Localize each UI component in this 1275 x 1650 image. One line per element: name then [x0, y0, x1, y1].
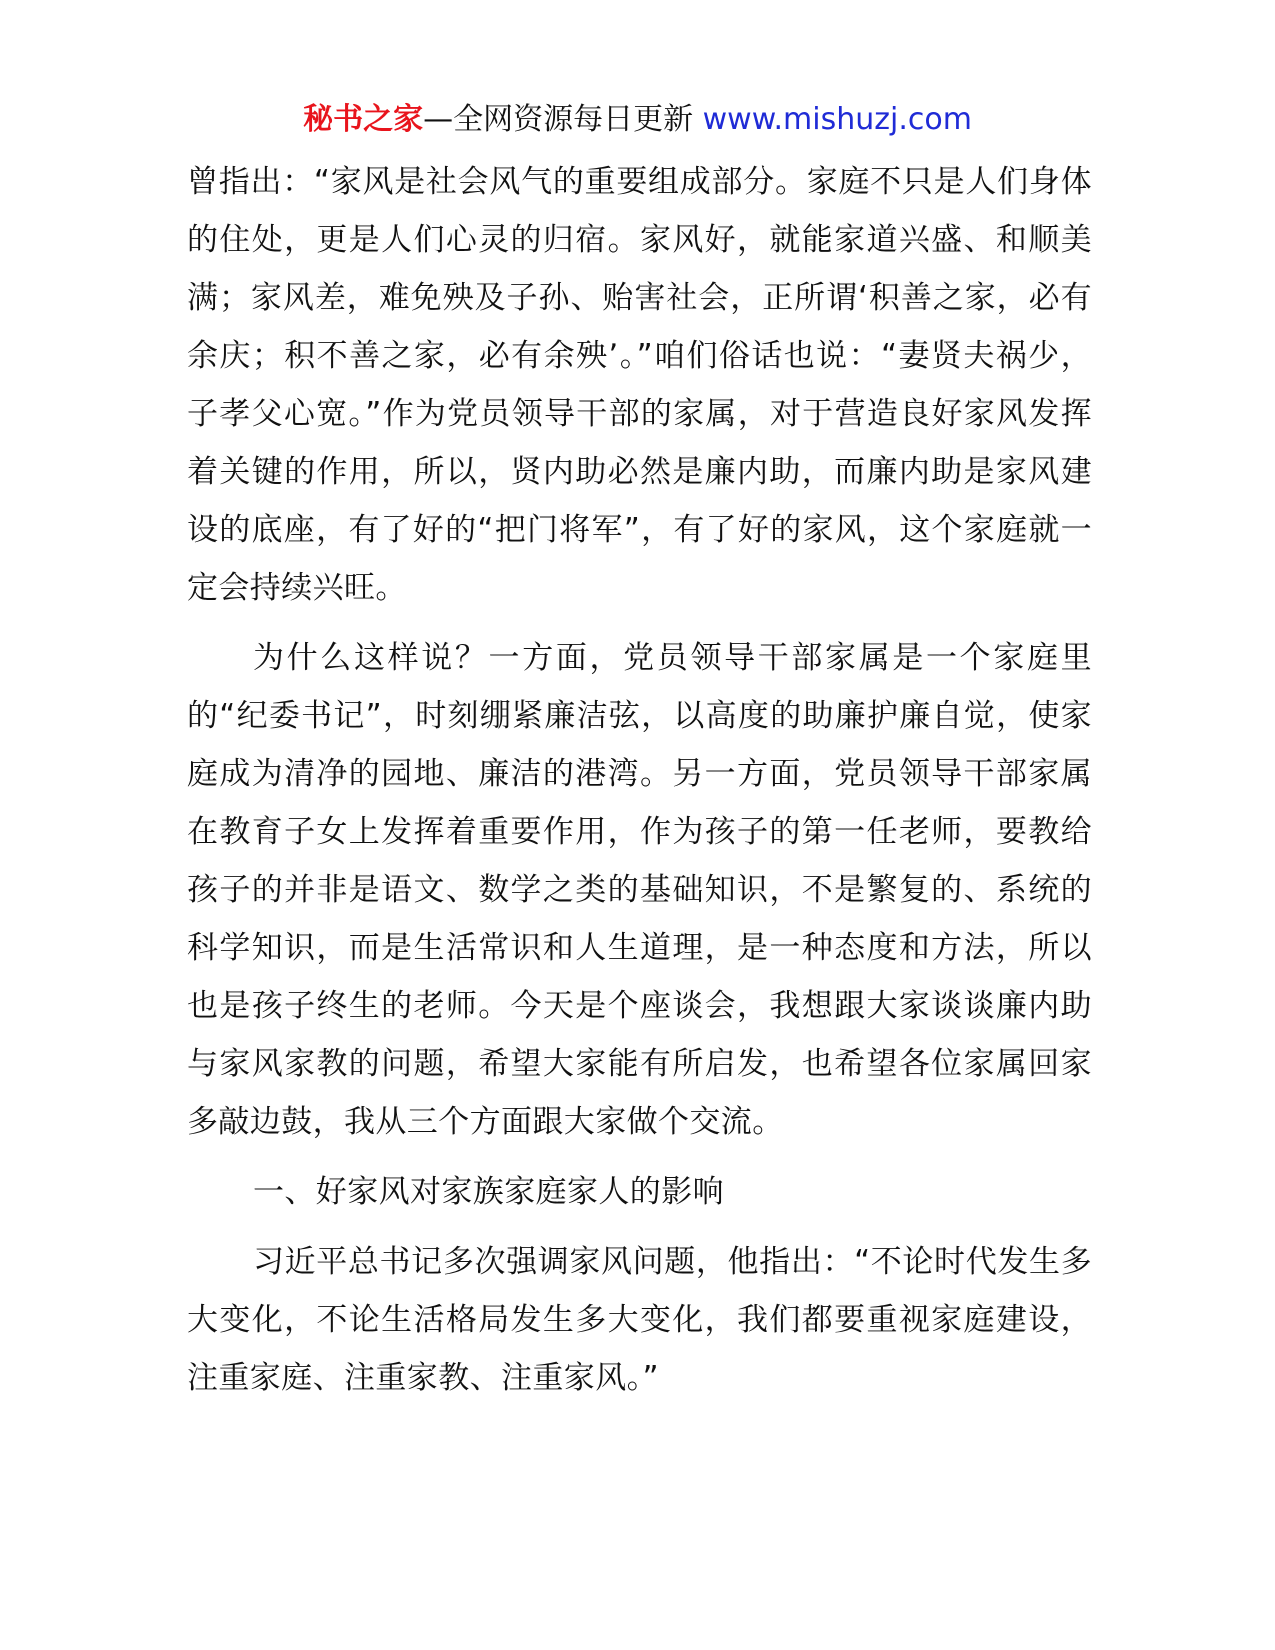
paragraph: 为什么这样说？一方面，党员领导干部家属是一个家庭里的“纪委书记”，时刻绷紧廉洁弦，以高度的助廉护廉自觉，使家庭成为清净的园地、廉洁的港湾。另一方面，党员领导干部家属在教育子女上发挥着重要作用，作为孩子的第一任老师，要教给孩子的并非是语文、数学之类的基础知识，不是繁复的、系统的科学知识，而是生活常识和人生道理，是一种态度和方法，所以也是孩子终生的老师。今天是个座谈会，我想跟大家谈谈廉内助与家风家教的问题，希望大家能有所启发，也希望各位家属回家多敲边鼓，我从三个方面跟大家做个交流。	[187, 640, 1092, 1140]
site-url: www.mishuzj.com	[702, 102, 972, 137]
paragraph: 习近平总书记多次强调家风问题，他指出：“不论时代发生多大变化，不论生活格局发生多大变化，我们都要重视家庭建设，注重家庭、注重家教、注重家风。”	[187, 1244, 1092, 1396]
brand-name: 秘书之家	[303, 102, 424, 137]
section-heading: 一、好家风对家族家庭家人的影响	[253, 1174, 724, 1210]
document-body	[187, 153, 1092, 1407]
page-header	[0, 100, 1275, 140]
paragraph-continuation: 曾指出：“家风是社会风气的重要组成部分。家庭不只是人们身体的住处，更是人们心灵的归宿。家风好，就能家道兴盛、和顺美满；家风差，难免殃及子孙、贻害社会，正所谓‘积善之家，必有余庆；积不善之家，必有余殃’。”咱们俗话也说：“妻贤夫祸少，子孝父心宽。”作为党员领导干部的家属，对于营造良好家风发挥着关键的作用，所以，贤内助必然是廉内助，而廉内助是家风建设的底座，有了好的“把门将军”，有了好的家风，这个家庭就一定会持续兴旺。	[187, 164, 1092, 606]
header-tagline: —全网资源每日更新	[423, 102, 703, 137]
